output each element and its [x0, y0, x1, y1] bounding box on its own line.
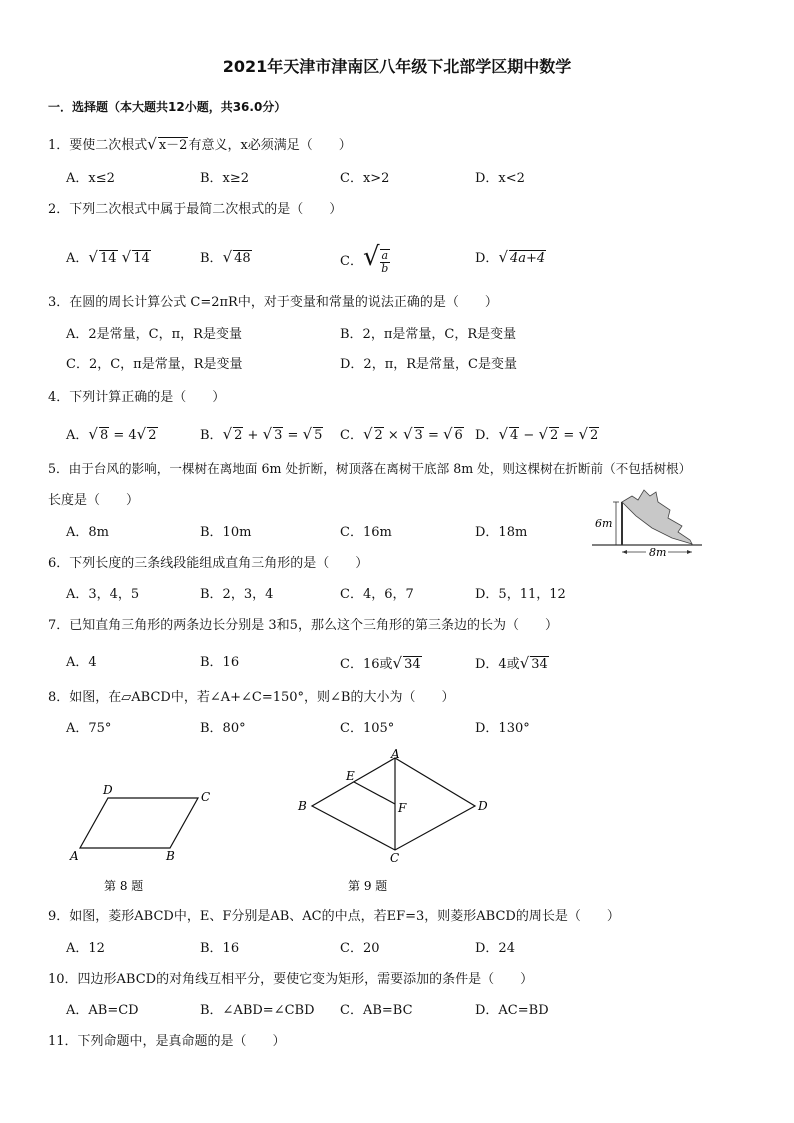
question-10: 10．四边形ABCD的对角线互相平分，要使它变为矩形，需要添加的条件是（ ）	[48, 972, 534, 987]
q4-a-r1: 8	[99, 428, 109, 443]
q10-option-b: B．∠ABD=∠CBD	[200, 1003, 315, 1018]
q4-option-c: C．√ 2 × √ 3 = √ 6	[340, 425, 463, 443]
page-title: 2021年天津市津南区八年级下北部学区期中数学	[222, 57, 572, 76]
q2-a-radicand-1: 14	[99, 251, 117, 266]
q4-b-r2: 3	[274, 428, 283, 443]
question-1: 1．要使二次根式√ x－2有意义，x必须满足（ ）	[48, 135, 352, 153]
q2-b-radicand: 48	[234, 251, 251, 266]
q9-option-d: D．24	[475, 941, 515, 956]
q4-d-op2: =	[559, 428, 579, 443]
q2-d-radicand: 4a+4	[510, 251, 546, 266]
question-8: 8．如图，在▱ABCD中，若∠A+∠C=150°，则∠B的大小为（ ）	[48, 690, 455, 705]
q5-option-a: A．8m	[66, 525, 109, 540]
q5-height-label: 6m	[595, 517, 613, 530]
q1-option-a: A．x≤2	[66, 171, 115, 186]
q10-option-c: C．AB=BC	[340, 1003, 413, 1018]
q5-option-d: D．18m	[475, 525, 528, 540]
q2-d-label: D．	[475, 251, 499, 266]
q2-a-label: A．	[66, 251, 89, 266]
q6-option-b: B．2，3，4	[200, 587, 274, 602]
q5-width-label: 8m	[649, 546, 667, 559]
fig8-label-d: D	[103, 783, 113, 797]
question-7: 7．已知直角三角形的两条边长分别是 3和5，那么这个三角形的第三条边的长为（ ）	[48, 618, 558, 633]
q5-arrow-right	[687, 550, 692, 554]
q1-stem-post: 有意义，x必须满足（ ）	[188, 138, 352, 153]
q4-a-label: A．	[66, 428, 89, 443]
q9-option-c: C．20	[340, 941, 380, 956]
q4-d-label: D．	[475, 428, 499, 443]
q5-option-c: C．16m	[340, 525, 392, 540]
fig9-label-d: D	[478, 799, 488, 813]
q2-option-c: C．√ $\frac{a}{b}$	[340, 242, 389, 275]
question-5-line2: 长度是（ ）	[48, 493, 140, 508]
q2-c-fraction	[380, 249, 391, 275]
q8-option-d: D．130°	[475, 721, 530, 736]
q9-option-b: B．16	[200, 941, 240, 956]
q2-option-b: B．√ 48	[200, 248, 251, 266]
q6-option-d: D．5，11，12	[475, 587, 566, 602]
fig9-label-e: E	[346, 769, 355, 783]
question-11: 11．下列命题中，是真命题的是（ ）	[48, 1034, 286, 1049]
q1-option-b: B．x≥2	[200, 171, 250, 186]
q10-option-a: A．AB=CD	[66, 1003, 139, 1018]
q8-option-c: C．105°	[340, 721, 395, 736]
question-2: 2．下列二次根式中属于最简二次根式的是（ ）	[48, 202, 343, 217]
fig8-label-a: A	[70, 849, 79, 863]
q6-option-a: A．3，4，5	[66, 587, 140, 602]
q4-d-r2: 2	[550, 428, 559, 443]
q3-option-b: B．2，π是常量，C，R是变量	[340, 327, 517, 342]
q2-c-label: C．	[340, 254, 363, 269]
fig8-caption: 第 8 题	[104, 879, 144, 893]
q4-d-op1: −	[519, 428, 539, 443]
q4-b-r1: 2	[234, 428, 243, 443]
q9-option-a: A．12	[66, 941, 105, 956]
question-4: 4．下列计算正确的是（ ）	[48, 390, 226, 405]
q1-radicand: x－2	[158, 138, 188, 153]
q4-c-r3: 6	[454, 428, 463, 443]
figure-9-rhombus	[290, 748, 500, 898]
question-9: 9．如图，菱形ABCD中，E、F分别是AB、AC的中点，若EF=3，则菱形ABCD的周长是（ ）	[48, 909, 620, 924]
q4-a-r2: 2	[148, 428, 157, 443]
q4-d-r1: 4	[510, 428, 519, 443]
q2-option-d: D．√ 4a+4	[475, 248, 546, 266]
q4-c-r1: 2	[374, 428, 383, 443]
q2-c-numerator: a	[381, 248, 389, 262]
q4-c-op2: =	[423, 428, 443, 443]
q1-option-c: C．x>2	[340, 171, 390, 186]
figure-8-parallelogram	[60, 778, 230, 898]
q5-tree-figure	[592, 482, 702, 562]
fig8-label-c: C	[201, 790, 211, 804]
question-6: 6．下列长度的三条线段能组成直角三角形的是（ ）	[48, 556, 369, 571]
q2-option-a: A．√ 14 √ 14	[66, 248, 150, 266]
question-3: 3．在圆的周长计算公式 C=2πR中，对于变量和常量的说法正确的是（ ）	[48, 295, 498, 310]
fig9-label-c: C	[390, 851, 400, 865]
q3-option-a: A．2是常量，C，π，R是变量	[66, 327, 242, 342]
q4-c-op1: ×	[383, 428, 403, 443]
parallelogram-abcd	[80, 798, 198, 848]
q7-d-label: D．4或	[475, 657, 520, 672]
q4-b-label: B．	[200, 428, 223, 443]
q1-option-d: D．x<2	[475, 171, 525, 186]
q7-option-c: C．16或√ 34	[340, 654, 421, 672]
q3-option-d: D．2，π，R是常量，C是变量	[340, 357, 517, 372]
q2-c-denominator: b	[381, 261, 389, 275]
q4-a-op: = 4	[109, 428, 137, 443]
q7-c-radicand: 34	[404, 657, 421, 672]
section-heading: 一．选择题（本大题共12小题，共36.0分）	[48, 100, 287, 114]
segment-ef	[354, 782, 395, 804]
question-5-line1: 5．由于台风的影响，一棵树在离地面 6m 处折断，树顶落在离树干底部 8m 处，则这棵树在折断前（不包括树根）	[48, 461, 692, 476]
q5-tree-crown	[622, 490, 692, 544]
rhombus-abcd	[312, 758, 475, 850]
q8-option-a: A．75°	[66, 721, 112, 736]
q4-option-b: B．√ 2 + √ 3 = √ 5	[200, 425, 323, 443]
q4-option-a: A．√ 8 = 4√ 2	[66, 425, 157, 443]
q4-b-op2: =	[283, 428, 303, 443]
fig9-label-f: F	[398, 801, 407, 815]
q7-d-radicand: 34	[531, 657, 548, 672]
q4-b-r3: 5	[314, 428, 323, 443]
q7-option-a: A．4	[66, 655, 97, 670]
q4-c-label: C．	[340, 428, 363, 443]
fig9-label-b: B	[298, 799, 307, 813]
q6-option-c: C．4，6，7	[340, 587, 414, 602]
q7-option-b: B．16	[200, 655, 240, 670]
q2-b-label: B．	[200, 251, 223, 266]
fig8-label-b: B	[166, 849, 175, 863]
q5-arrow-left	[622, 550, 627, 554]
q10-option-d: D．AC=BD	[475, 1003, 549, 1018]
q8-option-b: B．80°	[200, 721, 246, 736]
q4-c-r2: 3	[414, 428, 423, 443]
q1-stem-pre: 1．要使二次根式	[48, 138, 148, 153]
q4-option-d: D．√ 4 − √ 2 = √ 2	[475, 425, 599, 443]
q3-option-c: C．2，C，π是常量，R是变量	[66, 357, 243, 372]
q5-option-b: B．10m	[200, 525, 252, 540]
q4-b-op1: +	[243, 428, 263, 443]
fig9-caption: 第 9 题	[348, 879, 388, 893]
q7-option-d: D．4或√ 34	[475, 654, 548, 672]
q4-d-r3: 2	[590, 428, 599, 443]
fig9-label-a: A	[391, 748, 400, 761]
q7-c-label: C．16或	[340, 657, 393, 672]
q2-a-radicand-2: 14	[133, 251, 150, 266]
